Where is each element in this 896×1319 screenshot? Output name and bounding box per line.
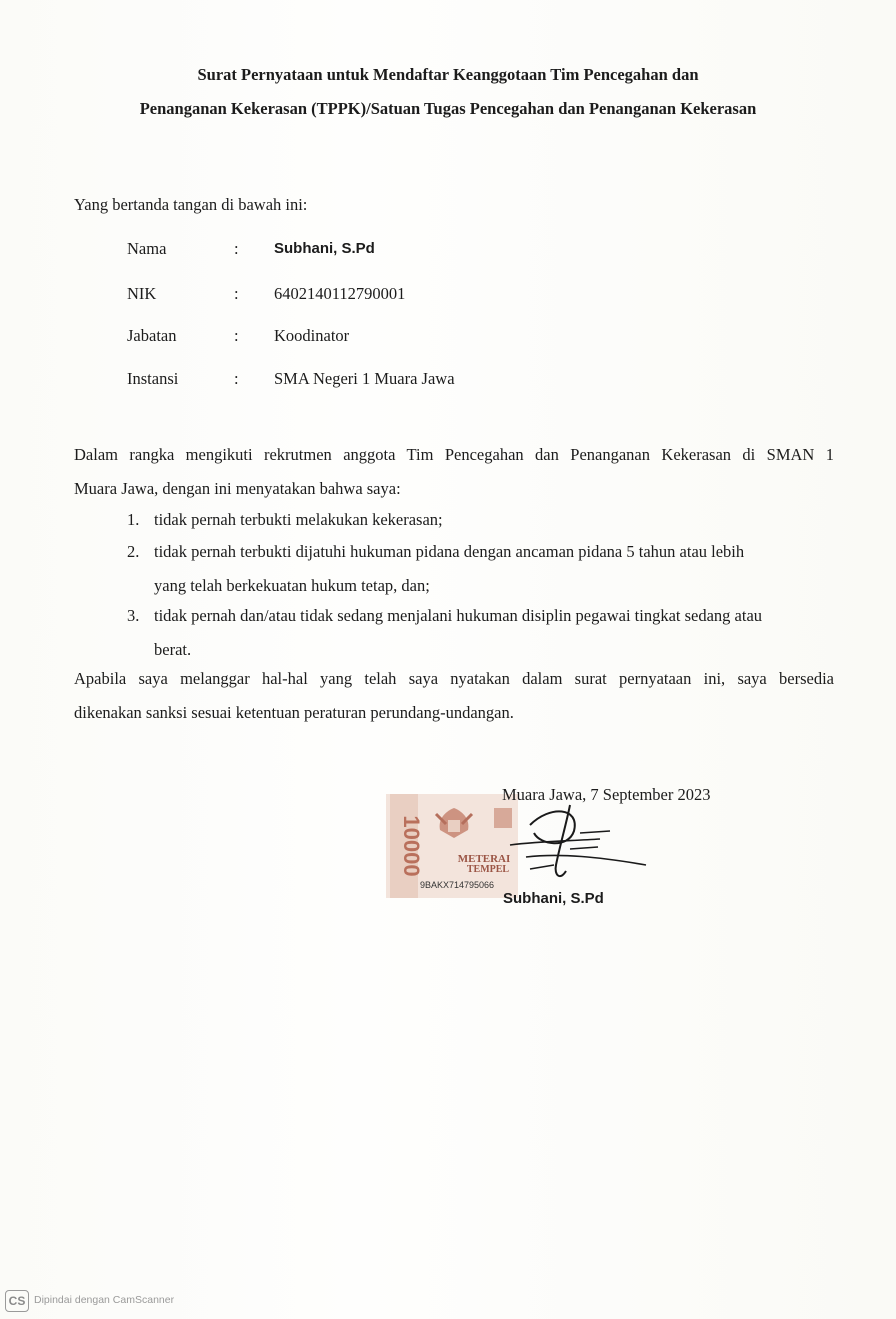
scanner-watermark-text: Dipindai dengan CamScanner — [34, 1294, 175, 1306]
identity-colon: : — [234, 369, 239, 388]
statement-line-2: Muara Jawa, dengan ini menyatakan bahwa saya: — [74, 479, 401, 498]
identity-value: Subhani, S.Pd — [274, 240, 375, 257]
identity-label: NIK — [127, 284, 157, 303]
list-text-line: tidak pernah terbukti melakukan kekerasan; — [154, 510, 443, 529]
signer-name: Subhani, S.Pd — [503, 890, 604, 907]
intro-text: Yang bertanda tangan di bawah ini: — [74, 195, 308, 214]
identity-colon: : — [234, 326, 239, 345]
camscanner-logo-icon: CS — [5, 1290, 29, 1312]
list-number: 2. — [127, 542, 140, 561]
list-number: 3. — [127, 606, 140, 625]
stamp-label-2: TEMPEL — [466, 864, 510, 875]
list-text-line: tidak pernah dan/atau tidak sedang menjalani hukuman disiplin pegawai tingkat sedang atau — [154, 606, 763, 625]
stamp-label-1: METERAI — [457, 853, 511, 865]
stamp-amount: 10000 — [399, 815, 424, 877]
identity-label: Instansi — [127, 369, 179, 388]
closing-paragraph — [74, 662, 834, 730]
list-text-line: tidak pernah terbukti dijatuhi hukuman pidana dengan ancaman pidana 5 tahun atau lebih — [154, 542, 745, 561]
place-date: Muara Jawa, 7 September 2023 — [502, 785, 711, 804]
stamp-serial: 9BAKX714795066 — [420, 880, 495, 890]
identity-value: SMA Negeri 1 Muara Jawa — [274, 369, 455, 388]
identity-label: Jabatan — [127, 326, 177, 345]
document-title — [60, 58, 836, 126]
list-number: 1. — [127, 510, 140, 529]
closing-line-1: Apabila saya melanggar hal-hal yang telah saya nyatakan dalam surat pernyataan ini, saya bersedia — [74, 669, 834, 688]
identity-colon: : — [234, 284, 239, 303]
identity-colon: : — [234, 239, 239, 258]
list-text-line: yang telah berkekuatan hukum tetap, dan; — [154, 576, 430, 595]
title-line-1: Surat Pernyataan untuk Mendaftar Keanggotaan Tim Pencegahan dan — [197, 65, 699, 84]
statement-line-1: Dalam rangka mengikuti rekrutmen anggota Tim Pencegahan dan Penanganan Kekerasan di SMAN 1 — [74, 445, 834, 464]
identity-value: Koodinator — [274, 326, 350, 345]
statement-paragraph — [74, 438, 834, 506]
identity-value: 6402140112790001 — [274, 284, 406, 303]
title-line-2: Penanganan Kekerasan (TPPK)/Satuan Tugas Pencegahan dan Penanganan Kekerasan — [139, 99, 757, 118]
identity-label: Nama — [127, 239, 167, 258]
list-text-line: berat. — [154, 640, 192, 659]
closing-line-2: dikenakan sanksi sesuai ketentuan peraturan perundang-undangan. — [74, 703, 514, 722]
